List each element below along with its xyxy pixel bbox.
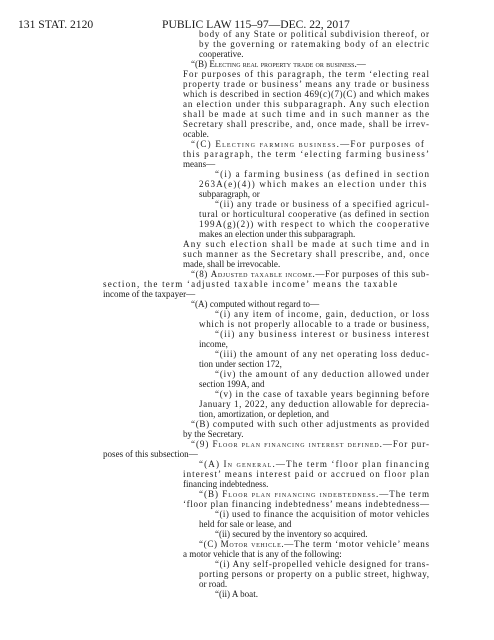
- text-segment: January 1, 2022, any deduction allowable for deprecia-: [199, 399, 430, 409]
- text-line: [199, 39, 430, 49]
- text-line: [199, 49, 243, 59]
- text-segment: For purposes of this paragraph, the term ‘electing real: [183, 69, 430, 79]
- section-heading: Adjusted taxable income: [210, 269, 313, 279]
- text-segment: cooperative.: [199, 49, 244, 59]
- text-line: [103, 279, 398, 289]
- text-line: [183, 129, 209, 139]
- text-segment: .—The term ‘floor plan financing: [272, 459, 431, 469]
- section-heading: Electing farming business: [215, 139, 337, 149]
- text-line: [183, 79, 430, 89]
- text-segment: section, the term ‘adjusted taxable income’ means the taxable: [103, 279, 399, 289]
- text-segment: “(v) in the case of taxable years beginning before: [215, 389, 430, 399]
- text-segment: “(ii) A boat.: [215, 589, 258, 599]
- text-line: [183, 429, 243, 439]
- text-line: [199, 359, 282, 369]
- text-line: [183, 249, 430, 259]
- text-line: [183, 479, 268, 489]
- text-segment: “(i) any item of income, gain, deduction, or loss: [215, 309, 430, 319]
- text-line: [215, 169, 430, 179]
- text-line: [191, 439, 430, 449]
- text-segment: section 199A, and: [199, 379, 265, 389]
- section-heading: Floor plan financing indebtedness: [222, 489, 376, 499]
- text-line: [199, 539, 430, 549]
- text-segment: “(iv) the amount of any deduction allowed under: [215, 369, 430, 379]
- text-segment: this paragraph, the term ‘electing farming business’: [183, 149, 431, 159]
- text-segment: income,: [199, 339, 228, 349]
- text-segment: “(B) computed with such other adjustments as provided: [191, 419, 430, 429]
- text-segment: such manner as the Secretary shall prescribe, and, once: [183, 249, 430, 259]
- text-segment: “(ii) secured by the inventory so acquired.: [215, 529, 368, 539]
- text-segment: “(ii) any trade or business of a specified agricul-: [215, 199, 430, 209]
- text-line: [183, 239, 430, 249]
- text-segment: “(i) Any self-propelled vehicle designed for trans-: [215, 559, 430, 569]
- text-line: [199, 229, 355, 239]
- text-segment: .—: [354, 59, 366, 69]
- text-segment: body of any State or political subdivision thereof, or: [199, 29, 430, 39]
- text-segment: which is described in section 469(c)(7)(C) and which makes: [183, 89, 430, 99]
- text-line: [183, 549, 342, 559]
- text-line: [103, 289, 195, 299]
- text-segment: “(i) a farming business (as defined in section: [215, 169, 431, 179]
- text-segment: “(iii) the amount of any net operating loss deduc-: [215, 349, 430, 359]
- text-segment: financing indebtedness.: [183, 479, 269, 489]
- text-segment: ocable.: [183, 129, 209, 139]
- text-segment: 199A(g)(2)) with respect to which the cooperative: [199, 219, 430, 229]
- text-segment: .—The term: [375, 489, 430, 499]
- text-segment: “(i) used to finance the acquisition of motor vehicles: [215, 509, 430, 519]
- text-line: [183, 89, 429, 99]
- text-line: [199, 409, 329, 419]
- text-segment: makes an election under this subparagraph.: [199, 229, 356, 239]
- text-segment: tion under section 172,: [199, 359, 282, 369]
- text-line: [199, 209, 430, 219]
- text-line: [183, 109, 430, 119]
- text-segment: interest’ means interest paid or accrued on floor plan: [183, 469, 431, 479]
- text-segment: shall be made at such time and in such manner as the: [183, 109, 431, 119]
- text-line: [199, 579, 227, 589]
- text-line: [199, 399, 430, 409]
- text-line: [215, 559, 430, 569]
- text-line: [199, 489, 430, 499]
- text-line: [183, 119, 430, 129]
- text-segment: by the governing or ratemaking body of an electric: [199, 39, 430, 49]
- text-line: [199, 179, 428, 189]
- text-line: [215, 199, 430, 209]
- text-line: [199, 219, 430, 229]
- text-segment: held for sale or lease, and: [199, 519, 292, 529]
- section-heading: Floor plan financing interest defined: [212, 439, 380, 449]
- text-line: [215, 529, 368, 539]
- text-line: [183, 499, 430, 509]
- text-segment: “(B): [191, 59, 210, 69]
- text-line: [199, 379, 265, 389]
- text-line: [199, 519, 291, 529]
- running-header: PUBLIC LAW 115–97—DEC. 22, 2017: [162, 18, 350, 31]
- text-line: [215, 349, 430, 359]
- text-segment: poses of this subsection—: [103, 449, 198, 459]
- text-segment: a motor vehicle that is any of the following:: [183, 549, 342, 559]
- text-line: [183, 149, 430, 159]
- text-line: [215, 589, 258, 599]
- text-line: [191, 59, 366, 69]
- text-line: [199, 569, 430, 579]
- text-segment: which is not properly allocable to a trade or business,: [199, 319, 430, 329]
- text-line: [103, 449, 198, 459]
- text-line: [183, 159, 215, 169]
- text-line: [215, 389, 430, 399]
- text-line: [191, 139, 425, 149]
- text-segment: .—The term ‘motor vehicle’ means: [281, 539, 430, 549]
- text-line: [183, 99, 430, 109]
- text-segment: “(A): [199, 459, 224, 469]
- section-heading: Motor vehicle: [220, 539, 282, 549]
- text-line: [215, 369, 430, 379]
- text-segment: by the Secretary.: [183, 429, 244, 439]
- text-line: [199, 189, 260, 199]
- text-line: [191, 269, 430, 279]
- text-line: [183, 259, 280, 269]
- text-segment: “(C): [191, 139, 216, 149]
- text-segment: Secretary shall prescribe, and, once made, shall be irrev-: [183, 119, 430, 129]
- text-segment: made, shall be irrevocable.: [183, 259, 281, 269]
- text-segment: .—For purposes of: [336, 139, 426, 149]
- text-line: [199, 29, 430, 39]
- text-segment: “(9): [191, 439, 213, 449]
- text-line: [199, 459, 430, 469]
- text-segment: “(B): [199, 489, 223, 499]
- text-line: [183, 69, 430, 79]
- text-segment: .—For purposes of this sub-: [312, 269, 430, 279]
- text-segment: an election under this subparagraph. Any such election: [183, 99, 430, 109]
- text-segment: income of the taxpayer—: [103, 289, 196, 299]
- text-segment: or road.: [199, 579, 228, 589]
- text-segment: Any such election shall be made at such time and in: [183, 239, 431, 249]
- text-segment: ‘floor plan financing indebtedness’ means indebtedness—: [183, 499, 430, 509]
- text-segment: subparagraph, or: [199, 189, 260, 199]
- text-line: [215, 509, 429, 519]
- text-segment: .—For pur-: [379, 439, 430, 449]
- text-line: [215, 309, 430, 319]
- text-line: [199, 319, 430, 329]
- text-segment: “(ii) any business interest or business interest: [215, 329, 431, 339]
- text-segment: tural or horticultural cooperative (as defined in section: [199, 209, 430, 219]
- text-segment: property trade or business’ means any trade or business: [183, 79, 430, 89]
- text-segment: porting persons or property on a public street, highway,: [199, 569, 430, 579]
- section-heading: Electing real property trade or business: [209, 59, 355, 69]
- text-segment: means—: [183, 159, 216, 169]
- text-line: [199, 339, 228, 349]
- text-segment: 263A(e)(4)) which makes an election under this: [199, 179, 428, 189]
- text-segment: “(8): [191, 269, 211, 279]
- text-segment: “(A) computed without regard to—: [191, 299, 320, 309]
- page-citation: 131 STAT. 2120: [18, 18, 94, 31]
- text-line: [191, 299, 319, 309]
- text-line: [191, 419, 430, 429]
- text-line: [215, 329, 430, 339]
- text-segment: tion, amortization, or depletion, and: [199, 409, 329, 419]
- text-segment: “(C): [199, 539, 221, 549]
- text-line: [183, 469, 430, 479]
- section-heading: In general: [223, 459, 273, 469]
